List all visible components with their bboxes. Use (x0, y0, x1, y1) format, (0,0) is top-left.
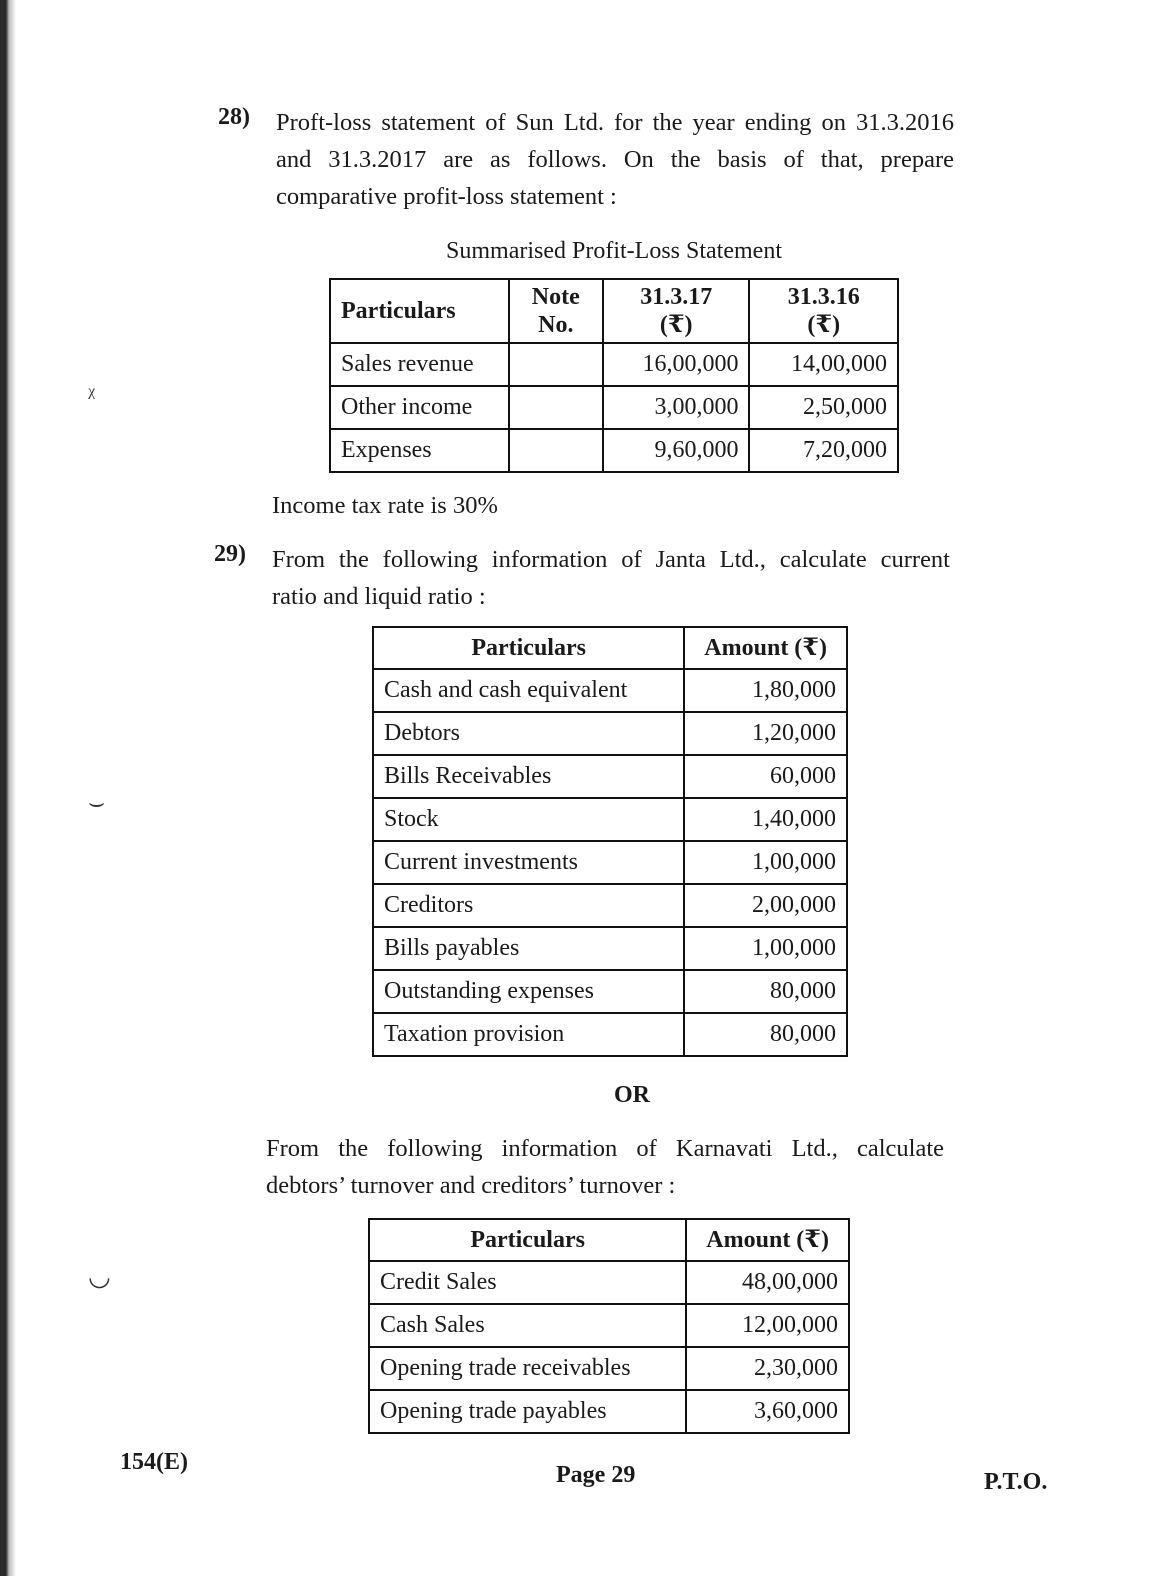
row-particular: Debtors (373, 712, 684, 755)
table-row (369, 1390, 849, 1433)
table-caption: Summarised Profit-Loss Statement (446, 238, 782, 264)
header-particulars: Particulars (373, 627, 684, 669)
question-29-alt-text (266, 1130, 944, 1204)
row-particular: Outstanding expenses (373, 970, 684, 1013)
tax-note: Income tax rate is 30% (272, 492, 498, 519)
table-header-row (373, 627, 847, 669)
row-2017: 9,60,000 (603, 429, 750, 472)
table-row (373, 1013, 847, 1056)
row-particular: Taxation provision (373, 1013, 684, 1056)
scan-edge (0, 0, 16, 1576)
row-2016: 7,20,000 (749, 429, 898, 472)
question-28-line-1: Proft-loss statement of Sun Ltd. for the year ending on 31.3.2016 (276, 109, 954, 136)
header-particulars: Particulars (330, 279, 509, 343)
karnavati-turnover-table (368, 1218, 850, 1434)
header-note-line-1: Note (531, 284, 580, 310)
row-particular: Credit Sales (369, 1261, 686, 1304)
header-amount: Amount (₹) (684, 627, 847, 669)
header-particulars: Particulars (369, 1219, 686, 1261)
margin-mark: ◡ (88, 1262, 111, 1291)
header-2017 (603, 279, 750, 343)
row-amount: 1,80,000 (684, 669, 847, 712)
margin-mark: ⌣ (88, 788, 106, 817)
header-2017-unit: (₹) (659, 312, 693, 338)
table-row (330, 386, 898, 429)
row-2016: 14,00,000 (749, 343, 898, 386)
row-amount: 48,00,000 (686, 1261, 849, 1304)
row-particular: Other income (330, 386, 509, 429)
table-row (373, 755, 847, 798)
row-amount: 3,60,000 (686, 1390, 849, 1433)
row-particular: Expenses (330, 429, 509, 472)
row-particular: Bills payables (373, 927, 684, 970)
row-amount: 80,000 (684, 970, 847, 1013)
row-particular: Current investments (373, 841, 684, 884)
row-amount: 60,000 (684, 755, 847, 798)
row-2016: 2,50,000 (749, 386, 898, 429)
row-note (509, 429, 603, 472)
row-amount: 1,00,000 (684, 927, 847, 970)
row-note (509, 343, 603, 386)
or-separator: OR (614, 1082, 650, 1108)
header-2016-unit: (₹) (807, 312, 841, 338)
row-particular: Opening trade receivables (369, 1347, 686, 1390)
header-2017-date: 31.3.17 (640, 284, 713, 310)
row-particular: Cash Sales (369, 1304, 686, 1347)
table-header-row (330, 279, 898, 343)
row-amount: 2,00,000 (684, 884, 847, 927)
row-amount: 12,00,000 (686, 1304, 849, 1347)
table-row (373, 927, 847, 970)
row-amount: 2,30,000 (686, 1347, 849, 1390)
header-2016 (749, 279, 898, 343)
table-row (330, 343, 898, 386)
table-row (373, 669, 847, 712)
table-row (373, 798, 847, 841)
pto-label: P.T.O. (984, 1469, 1048, 1495)
question-29-alt-line-1: From the following information of Karnavati Ltd., calculate (266, 1135, 944, 1162)
table-row (369, 1347, 849, 1390)
page-number: Page 29 (556, 1462, 636, 1488)
table-row (330, 429, 898, 472)
row-amount: 1,40,000 (684, 798, 847, 841)
row-amount: 1,00,000 (684, 841, 847, 884)
table-row (369, 1304, 849, 1347)
question-28-text (276, 104, 954, 215)
question-28-line-3: comparative profit-loss statement : (276, 183, 617, 210)
row-particular: Cash and cash equivalent (373, 669, 684, 712)
table-row (373, 712, 847, 755)
question-28-line-2: and 31.3.2017 are as follows. On the basis of that, prepare (276, 146, 954, 173)
header-2016-date: 31.3.16 (787, 284, 860, 310)
table-row (369, 1261, 849, 1304)
header-amount: Amount (₹) (686, 1219, 849, 1261)
table-row (373, 970, 847, 1013)
question-29-line-1: From the following information of Janta Ltd., calculate current (272, 546, 950, 573)
question-29-line-2: ratio and liquid ratio : (272, 583, 486, 610)
row-note (509, 386, 603, 429)
question-29-text (272, 541, 950, 615)
question-28-number: 28) (218, 104, 250, 130)
row-2017: 3,00,000 (603, 386, 750, 429)
margin-mark: ᵡ (88, 380, 96, 409)
question-29-alt-line-2: debtors’ turnover and creditors’ turnover : (266, 1172, 676, 1199)
row-particular: Bills Receivables (373, 755, 684, 798)
row-particular: Sales revenue (330, 343, 509, 386)
header-note-no (509, 279, 603, 343)
row-2017: 16,00,000 (603, 343, 750, 386)
question-29-number: 29) (214, 541, 246, 567)
row-particular: Opening trade payables (369, 1390, 686, 1433)
header-note-line-2: No. (538, 312, 574, 338)
profit-loss-table (329, 278, 899, 473)
table-header-row (369, 1219, 849, 1261)
janta-ratio-table (372, 626, 848, 1057)
paper-code: 154(E) (120, 1449, 188, 1475)
table-row (373, 841, 847, 884)
row-particular: Creditors (373, 884, 684, 927)
row-particular: Stock (373, 798, 684, 841)
row-amount: 80,000 (684, 1013, 847, 1056)
table-row (373, 884, 847, 927)
row-amount: 1,20,000 (684, 712, 847, 755)
